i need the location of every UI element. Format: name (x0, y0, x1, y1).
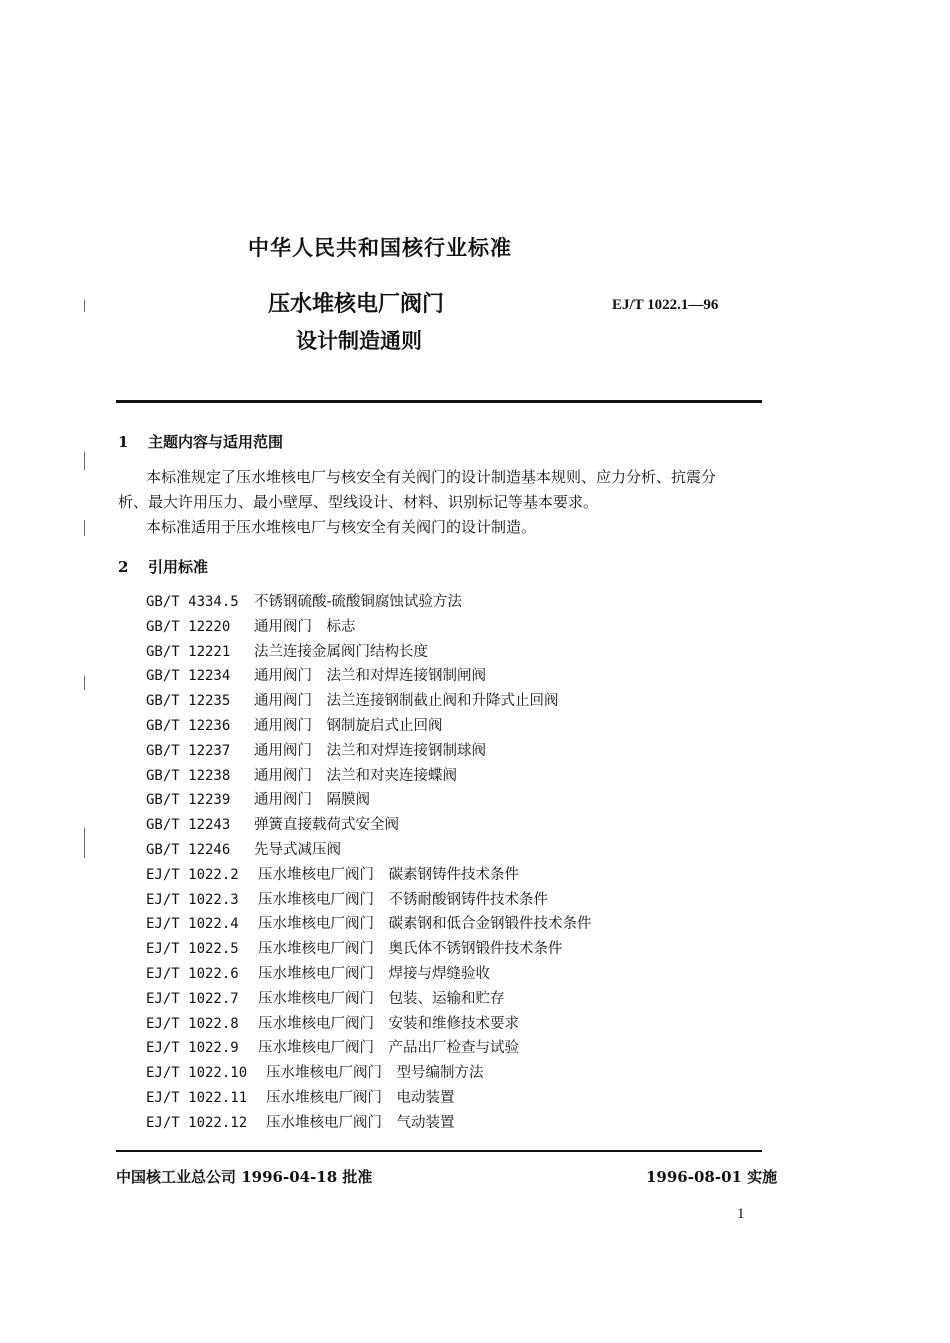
reference-code: GB/T 12220 (146, 618, 231, 635)
reference-item (146, 987, 592, 1012)
reference-title: 压水堆核电厂阀门 气动装置 (266, 1114, 455, 1131)
scan-mark (84, 828, 85, 858)
reference-item (146, 664, 592, 689)
reference-code: EJ/T 1022.4 (146, 916, 239, 933)
reference-title: 压水堆核电厂阀门 型号编制方法 (266, 1065, 484, 1082)
reference-title: 先导式减压阀 (254, 841, 341, 858)
reference-item (146, 714, 592, 739)
reference-code: GB/T 12234 (146, 668, 231, 685)
reference-title: 通用阀门 法兰和对焊连接钢制闸阀 (254, 668, 486, 685)
reference-item (146, 1111, 592, 1136)
scope-paragraph1-line1: 本标准规定了压水堆核电厂与核安全有关阀门的设计制造基本规则、应力分析、抗震分 (146, 468, 717, 486)
reference-code: EJ/T 1022.8 (146, 1015, 239, 1032)
org-title: 中华人民共和国核行业标准 (248, 236, 512, 260)
reference-code: GB/T 12243 (146, 817, 231, 834)
reference-title: 压水堆核电厂阀门 安装和维修技术要求 (258, 1015, 519, 1032)
reference-code: GB/T 12238 (146, 767, 231, 784)
reference-item (146, 838, 592, 863)
reference-title: 压水堆核电厂阀门 奥氏体不锈钢锻件技术条件 (258, 941, 563, 958)
reference-item (146, 764, 592, 789)
section2-heading (118, 556, 208, 577)
page-number: 1 (737, 1206, 745, 1222)
reference-code: EJ/T 1022.6 (146, 965, 239, 982)
reference-code: GB/T 12237 (146, 742, 231, 759)
section1-heading (118, 431, 283, 452)
reference-title: 压水堆核电厂阀门 碳素钢和低合金钢锻件技术条件 (258, 916, 592, 933)
reference-title: 压水堆核电厂阀门 产品出厂检查与试验 (258, 1040, 519, 1057)
reference-title: 法兰连接金属阀门结构长度 (254, 643, 428, 660)
reference-code: EJ/T 1022.12 (146, 1114, 248, 1131)
section2-title: 引用标准 (148, 558, 209, 576)
reference-code: EJ/T 1022.11 (146, 1089, 248, 1106)
reference-item (146, 739, 592, 764)
reference-code: GB/T 12221 (146, 643, 231, 660)
reference-item (146, 912, 592, 937)
doc-title-line2: 设计制造通则 (296, 329, 422, 353)
reference-title: 通用阀门 钢制旋启式止回阀 (254, 717, 443, 734)
reference-title: 通用阀门 法兰和对焊连接钢制球阀 (254, 742, 486, 759)
reference-title: 通用阀门 法兰连接钢制截止阀和升降式止回阀 (254, 693, 559, 710)
reference-item (146, 962, 592, 987)
reference-item (146, 788, 592, 813)
reference-item (146, 640, 592, 665)
reference-title: 压水堆核电厂阀门 不锈耐酸钢铸件技术条件 (258, 891, 548, 908)
section2-number: 2 (118, 558, 129, 576)
header-rule (116, 400, 762, 403)
reference-title: 压水堆核电厂阀门 焊接与焊缝验收 (258, 965, 490, 982)
reference-code: GB/T 12235 (146, 693, 231, 710)
doc-title-line1: 压水堆核电厂阀门 (268, 292, 445, 317)
reference-item (146, 1036, 592, 1061)
scope-paragraph1-line2: 析、最大许用压力、最小壁厚、型线设计、材料、识别标记等基本要求。 (118, 493, 599, 511)
reference-code: EJ/T 1022.9 (146, 1040, 239, 1057)
reference-item (146, 590, 592, 615)
reference-item (146, 863, 592, 888)
reference-list (146, 590, 592, 1136)
reference-code: EJ/T 1022.3 (146, 891, 239, 908)
reference-code: GB/T 4334.5 (146, 594, 239, 610)
reference-item (146, 937, 592, 962)
reference-title: 不锈钢硫酸-硫酸铜腐蚀试验方法 (254, 594, 462, 610)
scan-mark (84, 452, 85, 470)
reference-code: GB/T 12239 (146, 792, 231, 809)
reference-title: 压水堆核电厂阀门 碳素钢铸件技术条件 (258, 866, 519, 883)
reference-code: GB/T 12246 (146, 841, 231, 858)
reference-code: EJ/T 1022.10 (146, 1065, 248, 1082)
footer-rule (116, 1150, 762, 1152)
scope-paragraph2: 本标准适用于压水堆核电厂与核安全有关阀门的设计制造。 (146, 518, 537, 536)
reference-item (146, 689, 592, 714)
reference-item (146, 615, 592, 640)
standard-number: EJ/T 1022.1—96 (612, 297, 719, 313)
reference-item (146, 888, 592, 913)
scan-mark (84, 676, 85, 690)
reference-title: 通用阀门 标志 (254, 618, 356, 635)
section1-title: 主题内容与适用范围 (148, 433, 284, 451)
section1-number: 1 (118, 433, 129, 451)
reference-title: 弹簧直接载荷式安全阀 (254, 817, 399, 834)
reference-code: EJ/T 1022.7 (146, 990, 239, 1007)
scan-mark (84, 300, 85, 312)
implementation-date: 1996-08-01 实施 (646, 1168, 778, 1186)
reference-item (146, 1012, 592, 1037)
reference-title: 通用阀门 法兰和对夹连接蝶阀 (254, 767, 457, 784)
reference-code: EJ/T 1022.2 (146, 866, 239, 883)
reference-title: 通用阀门 隔膜阀 (254, 792, 370, 809)
scan-mark (84, 520, 85, 536)
reference-item (146, 1086, 592, 1111)
reference-item (146, 813, 592, 838)
reference-code: GB/T 12236 (146, 717, 231, 734)
reference-code: EJ/T 1022.5 (146, 941, 239, 958)
reference-item (146, 1061, 592, 1086)
approval-line: 中国核工业总公司 1996-04-18 批准 (116, 1168, 373, 1186)
reference-title: 压水堆核电厂阀门 包装、运输和贮存 (258, 990, 505, 1007)
reference-title: 压水堆核电厂阀门 电动装置 (266, 1089, 455, 1106)
